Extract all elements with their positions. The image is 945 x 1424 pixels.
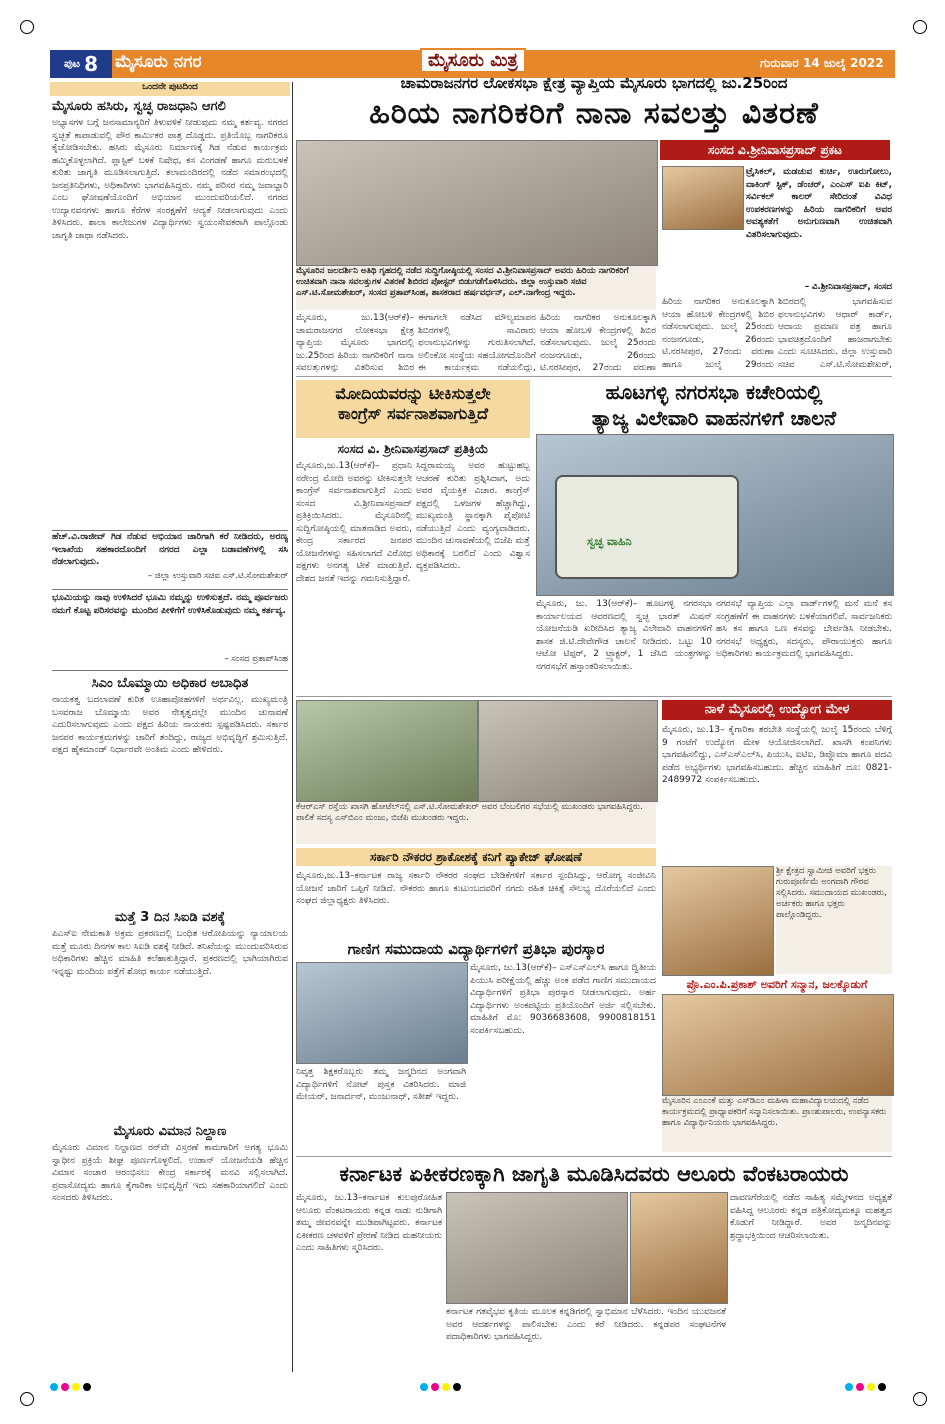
modi-headline-2: ಕಾಂಗ್ರೆಸ್ ಸರ್ವನಾಶವಾಗುತ್ತಿದೆ (337, 404, 488, 423)
vehicle-shape (555, 475, 739, 579)
story4-headline: ಮೈಸೂರು ವಿಮಾನ ನಿಲ್ದಾಣ (113, 1124, 227, 1139)
registration-mark (913, 1392, 927, 1406)
lead-bottom-rule (296, 376, 892, 377)
lead-body-2b: ಹಿರಿಯ ನಾಗರಿಕರ ಅನುಕೂಲಕ್ಕಾಗಿ ಆಯಾ ಹೋಬಳಿ ಕೇಂದ್ರಗಳಲ್ಲಿ ಶಿಬಿರ ನಡೆಸಲಾಗುವುದು. ಜುಲೈ 25ರಂದು ನಂಜನಗೂಡು, 26ರಂದು ಟಿ.ನರಸೀಪುರ, 27ರಂದು ವರುಣಾ (540, 313, 656, 372)
quote-1-text: ಹೆಚ್.ವಿ.ರಾಜೀವ್ ಗಿಡ ನೆಡುವ ಅಭಿಯಾನ ಜಾರಿಗಾಗಿ ಕರೆ ನೀಡಿದರು, ಅರಣ್ಯ ಇಲಾಖೆಯ ಸಹಕಾರದೊಂದಿಗೆ ನಗರದ ಎಲ್ಲಾ ಬಡಾವಣೆಗಳಲ್ಲಿ ಸಸಿ ನೆಡಲಾಗುವುದು. (52, 532, 288, 567)
color-bar-left (50, 1376, 94, 1395)
registration-mark (913, 20, 927, 34)
alur-body-3: ದಾವಣಗೆರೆಯಲ್ಲಿ ನಡೆದ ಸಾಹಿತ್ಯ ಸಮ್ಮೇಳನದ ಅಧ್ಯಕ್ಷತೆ ವಹಿಸಿದ್ದ ಆಲೂರರು ಕನ್ನಡ ಪತ್ರಿಕೋದ್ಯಮಕ್ಕೂ ಮಹತ್ವದ ಕೊಡುಗೆ ನೀಡಿದ್ದಾರೆ. ಅವರ ಜನ್ಮದಿನವನ್ನು ಶ್ರದ್ಧಾಭಕ್ತಿಯಿಂದ ಆಚರಿಸಲಾಯಿತು. (730, 1193, 892, 1241)
continued-label: ಒಂದನೇ ಪುಟದಿಂದ (50, 82, 290, 96)
story2-body: ನಾಯಕತ್ವ ಬದಲಾವಣೆ ಕುರಿತ ಊಹಾಪೋಹಗಳಿಗೆ ಅರ್ಥವಿಲ್ಲ. ಮುಖ್ಯಮಂತ್ರಿ ಬಸವರಾಜ ಬೊಮ್ಮಾಯಿ ಅವರ ನೇತೃತ್ವದಲ್ಲೇ ಮುಂದಿನ ಚುನಾವಣೆ ಎದುರಿಸಲಾಗುವುದು ಎಂದು ಪಕ್ಷದ ಹಿರಿಯ ನಾಯಕರು ಸ್ಪಷ್ಟಪಡಿಸಿದರು. ಸರ್ಕಾರ ಜನಪರ ಕಾರ್ಯಕ್ರಮಗಳನ್ನು ಜಾರಿಗೆ ತಂದಿದ್ದು, ರಾಜ್ಯದ ಅಭಿವೃದ್ಧಿಗೆ ಶ್ರಮಿಸುತ್ತಿದೆ. ಪಕ್ಷದ ಹೈಕಮಾಂಡ್ ನಿರ್ಧಾರವೇ ಅಂತಿಮ ಎಂದು ಹೇಳಿದರು. (52, 695, 288, 755)
color-bar-center (420, 1376, 464, 1395)
story4-body: ಮೈಸೂರು ವಿಮಾನ ನಿಲ್ದಾಣದ ರನ್‌ವೇ ವಿಸ್ತರಣೆ ಕಾಮಗಾರಿಗೆ ಅಗತ್ಯ ಭೂಮಿ ಸ್ವಾಧೀನ ಪ್ರಕ್ರಿಯೆ ಶೀಘ್ರ ಪೂರ್ಣಗೊಳ್ಳಲಿದೆ. ಉಡಾನ್ ಯೋಜನೆಯಡಿ ಹೆಚ್ಚಿನ ವಿಮಾನ ಸಂಚಾರ ಆರಂಭಿಸಲು ಕೇಂದ್ರ ಸರ್ಕಾರಕ್ಕೆ ಮನವಿ ಸಲ್ಲಿಸಲಾಗಿದೆ. ಪ್ರವಾಸೋದ್ಯಮ ಹಾಗೂ ಕೈಗಾರಿಕಾ ಅಭಿವೃದ್ಧಿಗೆ ಇದು ಸಹಕಾರಿಯಾಗಲಿದೆ ಎಂದು ಸಂಸದರು ತಿಳಿಸಿದರು. (52, 1143, 288, 1203)
quote-1-credit: – ಜಿಲ್ಲಾ ಉಸ್ತುವಾರಿ ಸಚಿವ ಎಸ್.ಟಿ.ಸೋಮಶೇಖರ್ (147, 571, 288, 581)
meeting-caption: ಕೆಆರ್‌ಎಸ್ ರಸ್ತೆಯ ಖಾಸಗಿ ಹೋಟೆಲ್‌ನಲ್ಲಿ ಎಸ್.ಟಿ.ಸೋಮಶೇಖರ್ ಅವರ ಬೆಂಬಲಿಗರ ಸಭೆಯಲ್ಲಿ ಮುಖಂಡರು ಭಾಗವಹಿಸಿದ್ದರು. ಪಾಲಿಕೆ ಸದಸ್ಯ ಎಸ್‌ಬಿಎಂ ಮಂಜು, ಬಿಜೆಪಿ ಮುಖಂಡರು ಇದ್ದರು. (296, 802, 656, 844)
ganiga-body: ಮೈಸೂರು, ಜು.13(ಆರ್‌ಕೆ)– ಎಸ್‌ಎಸ್‌ಎಲ್‌ಸಿ ಹಾಗೂ ದ್ವಿತೀಯ ಪಿಯುಸಿ ಪರೀಕ್ಷೆಯಲ್ಲಿ ಹೆಚ್ಚು ಅಂಕ ಪಡೆದ ಗಾಣಿಗ ಸಮುದಾಯದ ವಿದ್ಯಾರ್ಥಿಗಳಿಗೆ ಪ್ರತಿಭಾ ಪುರಸ್ಕಾರ ನೀಡಲಾಗುವುದು. ಅರ್ಹ ವಿದ್ಯಾರ್ಥಿಗಳು ಅಂಕಪಟ್ಟಿಯ ಪ್ರತಿಯೊಂದಿಗೆ ಅರ್ಜಿ ಸಲ್ಲಿಸಬೇಕು. ಮಾಹಿತಿಗೆ ಮೊ: 9036683608, 9900818151 ಸಂಪರ್ಕಿಸಬಹುದು. (470, 963, 656, 1036)
story3-body: ಪಿಎಸ್‌ಐ ನೇಮಕಾತಿ ಅಕ್ರಮ ಪ್ರಕರಣದಲ್ಲಿ ಬಂಧಿತ ಆರೋಪಿಯನ್ನು ನ್ಯಾಯಾಲಯ ಮತ್ತೆ ಮೂರು ದಿನಗಳ ಕಾಲ ಸಿಐಡಿ ವಶಕ್ಕೆ ನೀಡಿದೆ. ತನಿಖೆಯನ್ನು ಮುಂದುವರಿಸಿರುವ ಅಧಿಕಾರಿಗಳು ಹೆಚ್ಚಿನ ಮಾಹಿತಿ ಕಲೆಹಾಕುತ್ತಿದ್ದಾರೆ. ಪ್ರಕರಣದಲ್ಲಿ ಭಾಗಿಯಾಗಿರುವ ಇನ್ನಷ್ಟು ಮಂದಿಯ ಪತ್ತೆಗೆ ಶೋಧ ಕಾರ್ಯ ನಡೆಯುತ್ತಿದೆ. (52, 929, 288, 977)
alur-headline: ಕರ್ನಾಟಕ ಏಕೀಕರಣಕ್ಕಾಗಿ ಜಾಗೃತಿ ಮೂಡಿಸಿದವರು ಆಲೂರು ವೆಂಕಟರಾಯರು (339, 1162, 849, 1186)
bottom-rule (296, 1156, 892, 1157)
registration-mark (20, 20, 34, 34)
sidebar-photo (662, 166, 744, 230)
package-headline: ಸರ್ಕಾರಿ ನೌಕರರ ಶ್ರಾಕೋಶಕ್ಕೆ ಕನಿಗೆ ಪ್ಯಾಕೇಜ್ ಘೋಷಣೆ (296, 848, 656, 866)
modi-body-1: ಮೈಸೂರು,ಜು.13(ಆರ್‌ಕೆ)– ಪ್ರಧಾನಿ ನರೇಂದ್ರ ಮೋದಿ ಅವರನ್ನು ಟೀಕಿಸುತ್ತಲೇ ಕಾಂಗ್ರೆಸ್ ಸರ್ವನಾಶವಾಗುತ್ತಿದೆ ಎಂದು ಸಂಸದ ವಿ.ಶ್ರೀನಿವಾಸಪ್ರಸಾದ್ ಪ್ರತಿಕ್ರಿಯಿಸಿದರು. ಮೈಸೂರಿನಲ್ಲಿ ಸುದ್ದಿಗೋಷ್ಠಿಯಲ್ಲಿ ಮಾತನಾಡಿದ ಅವರು, ಕೇಂದ್ರ ಸರ್ಕಾರದ ಜನಪರ ಯೋಜನೆಗಳನ್ನು ಸಹಿಸಲಾಗದೆ ವಿರೋಧ ಪಕ್ಷಗಳು ಅನಗತ್ಯ ಟೀಕೆ ಮಾಡುತ್ತಿವೆ. ದೇಶದ ಜನತೆ ಇದನ್ನು ಗಮನಿಸುತ್ತಿದ್ದಾರೆ. (296, 461, 412, 584)
meeting-photo-2 (478, 700, 658, 802)
story3-headline: ಮತ್ತೆ 3 ದಿನ ಸಿಐಡಿ ವಶಕ್ಕೆ (114, 910, 226, 925)
story1-body: ಅಭ್ಯಾಸಗಳ ಬಗ್ಗೆ ಜನಸಾಮಾನ್ಯರಿಗೆ ತಿಳುವಳಿಕೆ ನೀಡುವುದು ನಮ್ಮ ಕರ್ತವ್ಯ. ನಗರದ ಸ್ವಚ್ಛತೆ ಕಾಪಾಡುವಲ್ಲಿ ಪೌರ ಕಾರ್ಮಿಕರ ಪಾತ್ರ ದೊಡ್ಡದು. ಪ್ರತಿಯೊಬ್ಬ ನಾಗರಿಕರೂ ಕೈಜೋಡಿಸಬೇಕು. ಹಸಿರು ಮೈಸೂರು ನಿರ್ಮಾಣಕ್ಕೆ ಗಿಡ ನೆಡುವ ಕಾರ್ಯಕ್ರಮ ಹಮ್ಮಿಕೊಳ್ಳಲಾಗಿದೆ. ಪ್ಲಾಸ್ಟಿಕ್ ಬಳಕೆ ನಿಷೇಧ, ಕಸ ವಿಂಗಡಣೆ ಹಾಗೂ ಮರುಬಳಕೆ ಕುರಿತು ಜಾಗೃತಿ ಮೂಡಿಸಲಾಗುತ್ತಿದೆ. ಕಲಾಮಂದಿರದಲ್ಲಿ ನಡೆದ ಸಮಾರಂಭದಲ್ಲಿ ಜನಪ್ರತಿನಿಧಿಗಳು, ಅಧಿಕಾರಿಗಳು ಭಾಗವಹಿಸಿದ್ದರು. ನಮ್ಮ ಪರಿಸರ ನಮ್ಮ ಜವಾಬ್ದಾರಿ ಎಂಬ ಘೋಷಣೆಯೊಂದಿಗೆ ಅಭಿಯಾನ ಮುಂದುವರಿಯಲಿದೆ. ನಗರದ ಉದ್ಯಾನವನಗಳು ಹಾಗೂ ಕೆರೆಗಳ ಸಂರಕ್ಷಣೆಗೆ ಆದ್ಯತೆ ನೀಡಲಾಗುವುದು ಎಂದು ತಿಳಿಸಿದರು. ಶಾಲಾ ಕಾಲೇಜುಗಳ ವಿದ್ಯಾರ್ಥಿಗಳು ಸ್ವಯಂಸೇವಕರಾಗಿ ಪಾಲ್ಗೊಂಡು ಜಾಗೃತಿ ಜಾಥಾ ನಡೆಸಿದರು. (52, 118, 288, 241)
alur-photo-1 (446, 1192, 628, 1304)
lead-photo-caption: ಮೈಸೂರಿನ ಜಲದರ್ಶಿನಿ ಅತಿಥಿ ಗೃಹದಲ್ಲಿ ನಡೆದ ಸುದ್ದಿಗೋಷ್ಠಿಯಲ್ಲಿ ಸಂಸದ ವಿ.ಶ್ರೀನಿವಾಸಪ್ರಸಾದ್ ಅವರು ಹಿರಿಯ ನಾಗರಿಕರಿಗೆ ಉಚಿತವಾಗಿ ನಾನಾ ಸವಲತ್ತುಗಳ ವಿತರಣೆ ಶಿಬಿರದ ಪೋಸ್ಟರ್ ಬಿಡುಗಡೆಗೊಳಿಸಿದರು. ಜಿಲ್ಲಾ ಉಸ್ತುವಾರಿ ಸಚಿವ ಎಸ್.ಟಿ.ಸೋಮಶೇಖರ್, ಸಂಸದ ಪ್ರತಾಪ್‌ಸಿಂಹ, ಶಾಸಕರಾದ ಹರ್ಷವರ್ಧನ್, ಎಲ್.ನಾಗೇಂದ್ರ ಇದ್ದರು. (296, 266, 656, 310)
lead-kicker: ಚಾಮರಾಜನಗರ ಲೋಕಸಭಾ ಕ್ಷೇತ್ರ ವ್ಯಾಪ್ತಿಯ ಮೈಸೂರು ಭಾಗದಲ್ಲಿ ಜು.25ರಿಂದ (400, 74, 788, 92)
lead-photo (296, 140, 658, 266)
lead-body-4: ಶಿಬಿರದಲ್ಲಿ ಭಾಗವಹಿಸುವ ಫಲಾನುಭವಿಗಳು ಆಧಾರ್ ಕಾರ್ಡ್, ಆದಾಯ ಪ್ರಮಾಣ ಪತ್ರ ಹಾಗೂ ಭಾವಚಿತ್ರದೊಂದಿಗೆ ಹಾಜರಾಗಬೇಕು ಎಂದು ಸೂಚಿಸಿದರು. ಜಿಲ್ಲಾ ಉಸ್ತುವಾರಿ ಸಚಿವ ಎಸ್.ಟಿ.ಸೋಮಶೇಖರ್, (778, 297, 892, 370)
ganiga-caption: ನಿವೃತ್ತ ಶಿಕ್ಷಕರೊಬ್ಬರು ತಮ್ಮ ಜನ್ಮದಿನದ ಅಂಗವಾಗಿ ವಿದ್ಯಾರ್ಥಿಗಳಿಗೆ ನೋಟ್ ಪುಸ್ತಕ ವಿತರಿಸಿದರು. ಮಾಜಿ ಮೇಯರ್, ಜನಾರ್ದನ್, ಮಂಜುನಾಥ್, ಸತೀಶ್ ಇದ್ದರು. (296, 1067, 466, 1102)
ganiga-photo (296, 962, 468, 1064)
modi-headline-1: ಮೋದಿಯವರನ್ನು ಟೀಕಿಸುತ್ತಲೇ (335, 384, 491, 403)
vehicle-text: ಸ್ವಚ್ಛ ವಾಹಿನಿ (587, 535, 632, 548)
registration-mark (20, 1392, 34, 1406)
quote-box-2 (52, 592, 288, 671)
modi-body-2: ಸಿದ್ದರಾಮಯ್ಯ ಅವರ ಹುಟ್ಟುಹಬ್ಬ ಆಚರಣೆ ಕುರಿತು ಪ್ರಶ್ನಿಸಿದಾಗ, ಅದು ಅವರ ವೈಯಕ್ತಿಕ ವಿಚಾರ. ಕಾಂಗ್ರೆಸ್ ಪಕ್ಷದಲ್ಲಿ ಒಳಜಗಳ ಹೆಚ್ಚಾಗಿದ್ದು, ಮುಖ್ಯಮಂತ್ರಿ ಸ್ಥಾನಕ್ಕಾಗಿ ಪೈಪೋಟಿ ನಡೆಯುತ್ತಿದೆ ಎಂದು ವ್ಯಂಗ್ಯವಾಡಿದರು. ಮುಂದಿನ ಚುನಾವಣೆಯಲ್ಲಿ ಬಿಜೆಪಿ ಮತ್ತೆ ಅಧಿಕಾರಕ್ಕೆ ಬರಲಿದೆ ಎಂದು ವಿಶ್ವಾಸ ವ್ಯಕ್ತಪಡಿಸಿದರು. (416, 461, 530, 571)
award-photo (662, 994, 894, 1096)
mid-rule (296, 696, 892, 697)
lead-headline: ಹಿರಿಯ ನಾಗರಿಕರಿಗೆ ನಾನಾ ಸವಲತ್ತು ವಿತರಣೆ (369, 96, 819, 131)
issue-date: ಗುರುವಾರ 14 ಜುಲೈ 2022 (760, 56, 884, 70)
alur-body-2: ಕರ್ನಾಟಕ ಗತವೈಭವ ಕೃತಿಯ ಮೂಲಕ ಕನ್ನಡಿಗರಲ್ಲಿ ಸ್ವಾಭಿಮಾನ ಬೆಳೆಸಿದರು. ಇಂದಿನ ಯುವಜನತೆ ಅವರ ಆದರ್ಶಗಳನ್ನು ಪಾಲಿಸಬೇಕು ಎಂದು ಕರೆ ನೀಡಿದರು. ಕನ್ನಡಪರ ಸಂಘಟನೆಗಳ ಪದಾಧಿಕಾರಿಗಳು ಭಾಗವಹಿಸಿದ್ದರು. (446, 1307, 726, 1342)
lead-body-2: ಈಗಾಗಲೇ ನಡೆಸಿದ ಮೌಲ್ಯಮಾಪನ ಶಿಬಿರಗಳಲ್ಲಿ ಸಾವಿರಾರು ಫಲಾನುಭವಿಗಳನ್ನು ಗುರುತಿಸಲಾಗಿದೆ. ಅಲಿಂಕೋ ಸಂಸ್ಥೆಯ ಸಹಯೋಗದೊಂದಿಗೆ ಈ ಕಾರ್ಯಕ್ರಮ ನಡೆಯಲಿದ್ದು, (418, 313, 536, 372)
job-fair-headline: ನಾಳೆ ಮೈಸೂರಲ್ಲಿ ಉದ್ಯೋಗ ಮೇಳ (662, 700, 892, 720)
modi-head-box (296, 380, 530, 438)
package-body: ಮೈಸೂರು,ಜು.13–ಕರ್ನಾಟಕ ರಾಜ್ಯ ಸರ್ಕಾರಿ ನೌಕರರ ಸಂಘದ ಬೇಡಿಕೆಗಳಿಗೆ ಸರ್ಕಾರ ಸ್ಪಂದಿಸಿದ್ದು, ಆರೋಗ್ಯ ಸಂಜೀವಿನಿ ಯೋಜನೆ ಜಾರಿಗೆ ಒಪ್ಪಿಗೆ ನೀಡಿದೆ. ನೌಕರರು ಹಾಗೂ ಕುಟುಂಬದವರಿಗೆ ನಗದು ರಹಿತ ಚಿಕಿತ್ಸೆ ಸೌಲಭ್ಯ ದೊರೆಯಲಿದೆ ಎಂದು ಸಂಘದ ಜಿಲ್ಲಾಧ್ಯಕ್ಷರು ತಿಳಿಸಿದರು. (296, 871, 656, 906)
quote-2-credit: – ಸಂಸದ ಪ್ರತಾಪ್‌ಸಿಂಹ (224, 654, 288, 664)
award-headline: ಪ್ರೊ.ಎಂ.ಪಿ.ಪ್ರಕಾಶ್ ಅವರಿಗೆ ಸನ್ಮಾನ, ಜಲಕ್ಕೊಡುಗೆ (686, 978, 868, 991)
hootagalli-body-1: ಮೈಸೂರು, ಜು. 13(ಆರ್‌ಕೆ)– ಹೂಟಗಳ್ಳಿ ನಗರಸಭಾ ಕಾರ್ಯಾಲಯದ ಆವರಣದಲ್ಲಿ ಸ್ವಚ್ಛ ಭಾರತ್ ಮಿಷನ್ ಯೋಜನೆಯಡಿ ಖರೀದಿಸಿದ ತ್ಯಾಜ್ಯ ವಿಲೇವಾರಿ ವಾಹನಗಳಿಗೆ ಶಾಸಕ ಜಿ.ಟಿ.ದೇವೇಗೌಡ ಚಾಲನೆ ನೀಡಿದರು. ಒಟ್ಟು 10 ಆಟೋ ಟಿಪ್ಪರ್, 2 ಟ್ರ್ಯಾಕ್ಟರ್, 1 ಜೆಸಿಬಿ ಯಂತ್ರಗಳನ್ನು ನಗರಸಭೆಗೆ ಹಸ್ತಾಂತರಿಸಲಾಯಿತು. (536, 599, 712, 672)
lead-byline: ಸಂಸದ ವಿ.ಶ್ರೀನಿವಾಸಪ್ರಸಾದ್ ಪ್ರಕಟ (660, 140, 890, 160)
color-bar-right (845, 1376, 889, 1395)
meeting-photo-1 (296, 700, 478, 802)
column-divider (292, 82, 293, 1372)
alur-body-1: ಮೈಸೂರು, ಜು.13–ಕರ್ನಾಟಕ ಕುಲಪುರೋಹಿತ ಆಲೂರು ವೆಂಕಟರಾಯರು ಕನ್ನಡ ನಾಡು ನುಡಿಗಾಗಿ ತಮ್ಮ ಜೀವನವನ್ನೇ ಮುಡಿಪಾಗಿಟ್ಟವರು. ಕರ್ನಾಟಕ ಏಕೀಕರಣ ಚಳವಳಿಗೆ ಪ್ರೇರಣೆ ನೀಡಿದ ಮಹನೀಯರು ಎಂದು ಸಾಹಿತಿಗಳು ಸ್ಮರಿಸಿದರು. (296, 1193, 442, 1253)
lead-body-3: ಹಿರಿಯ ನಾಗರಿಕರ ಅನುಕೂಲಕ್ಕಾಗಿ ಆಯಾ ಹೋಬಳಿ ಕೇಂದ್ರಗಳಲ್ಲಿ ಶಿಬಿರ ನಡೆಸಲಾಗುವುದು. ಜುಲೈ 25ರಂದು ನಂಜನಗೂಡು, 26ರಂದು ಟಿ.ನರಸೀಪುರ, 27ರಂದು ವರುಣಾ ಹಾಗೂ ಜುಲೈ 29ರಂದು (662, 297, 774, 370)
story2-headline: ಸಿಎಂ ಬೊಮ್ಮಾಯಿ ಅಧಿಕಾರ ಅಬಾಧಿತ (91, 676, 249, 691)
swamiji-caption: ಶ್ರೀ ಕ್ಷೇತ್ರದ ಸ್ವಾಮೀಜಿ ಅವರಿಗೆ ಭಕ್ತರು ಗುರುಪೂರ್ಣಿಮೆ ಅಂಗವಾಗಿ ಗೌರವ ಸಲ್ಲಿಸಿದರು. ಸಮುದಾಯದ ಮುಖಂಡರು, ಅರ್ಚಕರು ಹಾಗೂ ಭಕ್ತರು ಪಾಲ್ಗೊಂಡಿದ್ದರು. (776, 866, 892, 974)
quote-2-text: ಭೂಮಿಯನ್ನು ನಾವು ಉಳಿಸಿದರೆ ಭೂಮಿ ನಮ್ಮನ್ನು ಉಳಿಸುತ್ತದೆ. ನಮ್ಮ ಪೂರ್ವಜರು ನಮಗೆ ಕೊಟ್ಟ ಪರಿಸರವನ್ನು ಮುಂದಿನ ಪೀಳಿಗೆಗೆ ಉಳಿಸಿಕೊಡುವುದು ನಮ್ಮ ಕರ್ತವ್ಯ. (52, 593, 288, 616)
hootagalli-photo (536, 434, 894, 596)
swamiji-photo (662, 866, 774, 976)
job-fair-body: ಮೈಸೂರು, ಜು.13– ಕೈಗಾರಿಕಾ ತರಬೇತಿ ಸಂಸ್ಥೆಯಲ್ಲಿ ಜುಲೈ 15ರಂದು ಬೆಳಿಗ್ಗೆ 9 ಗಂಟೆಗೆ ಉದ್ಯೋಗ ಮೇಳ ಆಯೋಜಿಸಲಾಗಿದೆ. ಖಾಸಗಿ ಕಂಪನಿಗಳು ಭಾಗವಹಿಸಲಿದ್ದು, ಎಸ್‌ಎಸ್‌ಎಲ್‌ಸಿ, ಪಿಯುಸಿ, ಐಟಿಐ, ಡಿಪ್ಲೊಮಾ ಹಾಗೂ ಪದವಿ ಪಡೆದ ಅಭ್ಯರ್ಥಿಗಳು ಭಾಗವಹಿಸಬಹುದು. ಹೆಚ್ಚಿನ ಮಾಹಿತಿಗೆ ದೂ: 0821-2489972 ಸಂಪರ್ಕಿಸಬಹುದು. (662, 725, 892, 785)
lead-sidebar-credit: – ವಿ.ಶ್ರೀನಿವಾಸಪ್ರಸಾದ್, ಸಂಸದ (804, 282, 892, 292)
masthead: ಮೈಸೂರು ಮಿತ್ರ (420, 48, 526, 73)
section-title: ಮೈಸೂರು ನಗರ (115, 52, 202, 72)
lead-body-1: ಮೈಸೂರು, ಜು.13(ಆರ್‌ಕೆ)– ಚಾಮರಾಜನಗರ ಲೋಕಸಭಾ ಕ್ಷೇತ್ರ ವ್ಯಾಪ್ತಿಯ ಮೈಸೂರು ಭಾಗದಲ್ಲಿ ಜು.25ರಿಂದ ಹಿರಿಯ ನಾಗರಿಕರಿಗೆ ನಾನಾ ಸವಲತ್ತುಗಳನ್ನು ವಿತರಿಸುವ ಶಿಬಿರ (296, 313, 414, 372)
award-caption: ಮೈಸೂರಿನ ಎಂಎಂಕೆ ಮತ್ತು ಎಸ್‌ಡಿಎಂ ಮಹಿಳಾ ಮಹಾವಿದ್ಯಾಲಯದಲ್ಲಿ ನಡೆದ ಕಾರ್ಯಕ್ರಮದಲ್ಲಿ ಪ್ರಾಧ್ಯಾಪಕರಿಗೆ ಸನ್ಮಾನಿಸಲಾಯಿತು. ಪ್ರಾಂಶುಪಾಲರು, ಉಪನ್ಯಾಸಕರು ಹಾಗೂ ವಿದ್ಯಾರ್ಥಿನಿಯರು ಭಾಗವಹಿಸಿದ್ದರು. (662, 1096, 892, 1152)
lead-sidebar: ಟ್ರೈಸಿಕಲ್, ಮಡಚುವ ಕುರ್ಚಿ, ಊರುಗೋಲು, ವಾಕಿಂಗ್ ಸ್ಟಿಕ್, ಡೆಂಚರ್, ಎಂಎಸ್ ಐಪಿ ಕಿಟ್, ಸರ್ವಿಕಲ್ ಕಾಲರ್ ಸೇರಿದಂತೆ ವಿವಿಧ ಉಪಕರಣಗಳನ್ನು ಹಿರಿಯ ನಾಗರಿಕರಿಗೆ ಅವರ ಅವಶ್ಯಕತೆಗೆ ಅನುಗುಣವಾಗಿ ಉಚಿತವಾಗಿ ವಿತರಿಸಲಾಗುವುದು. (746, 167, 892, 240)
modi-subhead: ಸಂಸದ ವಿ. ಶ್ರೀನಿವಾಸಪ್ರಸಾದ್ ಪ್ರತಿಕ್ರಿಯೆ (337, 442, 489, 456)
story1-headline: ಮೈಸೂರು ಹಸಿರು, ಸ್ವಚ್ಛ ರಾಜಧಾನಿ ಆಗಲಿ (52, 99, 226, 114)
hootagalli-headline-2: ತ್ಯಾಜ್ಯ ವಿಲೇವಾರಿ ವಾಹನಗಳಿಗೆ ಚಾಲನೆ (591, 406, 837, 430)
ganiga-headline: ಗಾಣಿಗ ಸಮುದಾಯ ವಿದ್ಯಾರ್ಥಿಗಳಿಗೆ ಪ್ರತಿಭಾ ಪುರಸ್ಕಾರ (347, 940, 605, 958)
hootagalli-body-2: ನಗರಸಭೆ ವ್ಯಾಪ್ತಿಯ ಎಲ್ಲಾ ವಾರ್ಡ್‌ಗಳಲ್ಲಿ ಮನೆ ಮನೆ ಕಸ ಸಂಗ್ರಹಣೆಗೆ ಈ ವಾಹನಗಳು ಬಳಕೆಯಾಗಲಿವೆ. ಸಾರ್ವಜನಿಕರು ಹಸಿ ಕಸ ಹಾಗೂ ಒಣ ಕಸವನ್ನು ಬೇರ್ಪಡಿಸಿ ನೀಡಬೇಕು. ನಗರಸಭೆ ಅಧ್ಯಕ್ಷರು, ಸದಸ್ಯರು, ಪೌರಾಯುಕ್ತರು ಹಾಗೂ ಅಧಿಕಾರಿಗಳು ಕಾರ್ಯಕ್ರಮದಲ್ಲಿ ಭಾಗವಹಿಸಿದ್ದರು. (716, 599, 892, 659)
alur-photo-2 (630, 1192, 728, 1304)
page-number-badge: ಪುಟ 8 (50, 50, 112, 78)
quote-box-1 (52, 530, 288, 590)
hootagalli-headline-1: ಹೂಟಗಳ್ಳಿ ನಗರಸಭಾ ಕಚೇರಿಯಲ್ಲಿ (605, 380, 823, 404)
